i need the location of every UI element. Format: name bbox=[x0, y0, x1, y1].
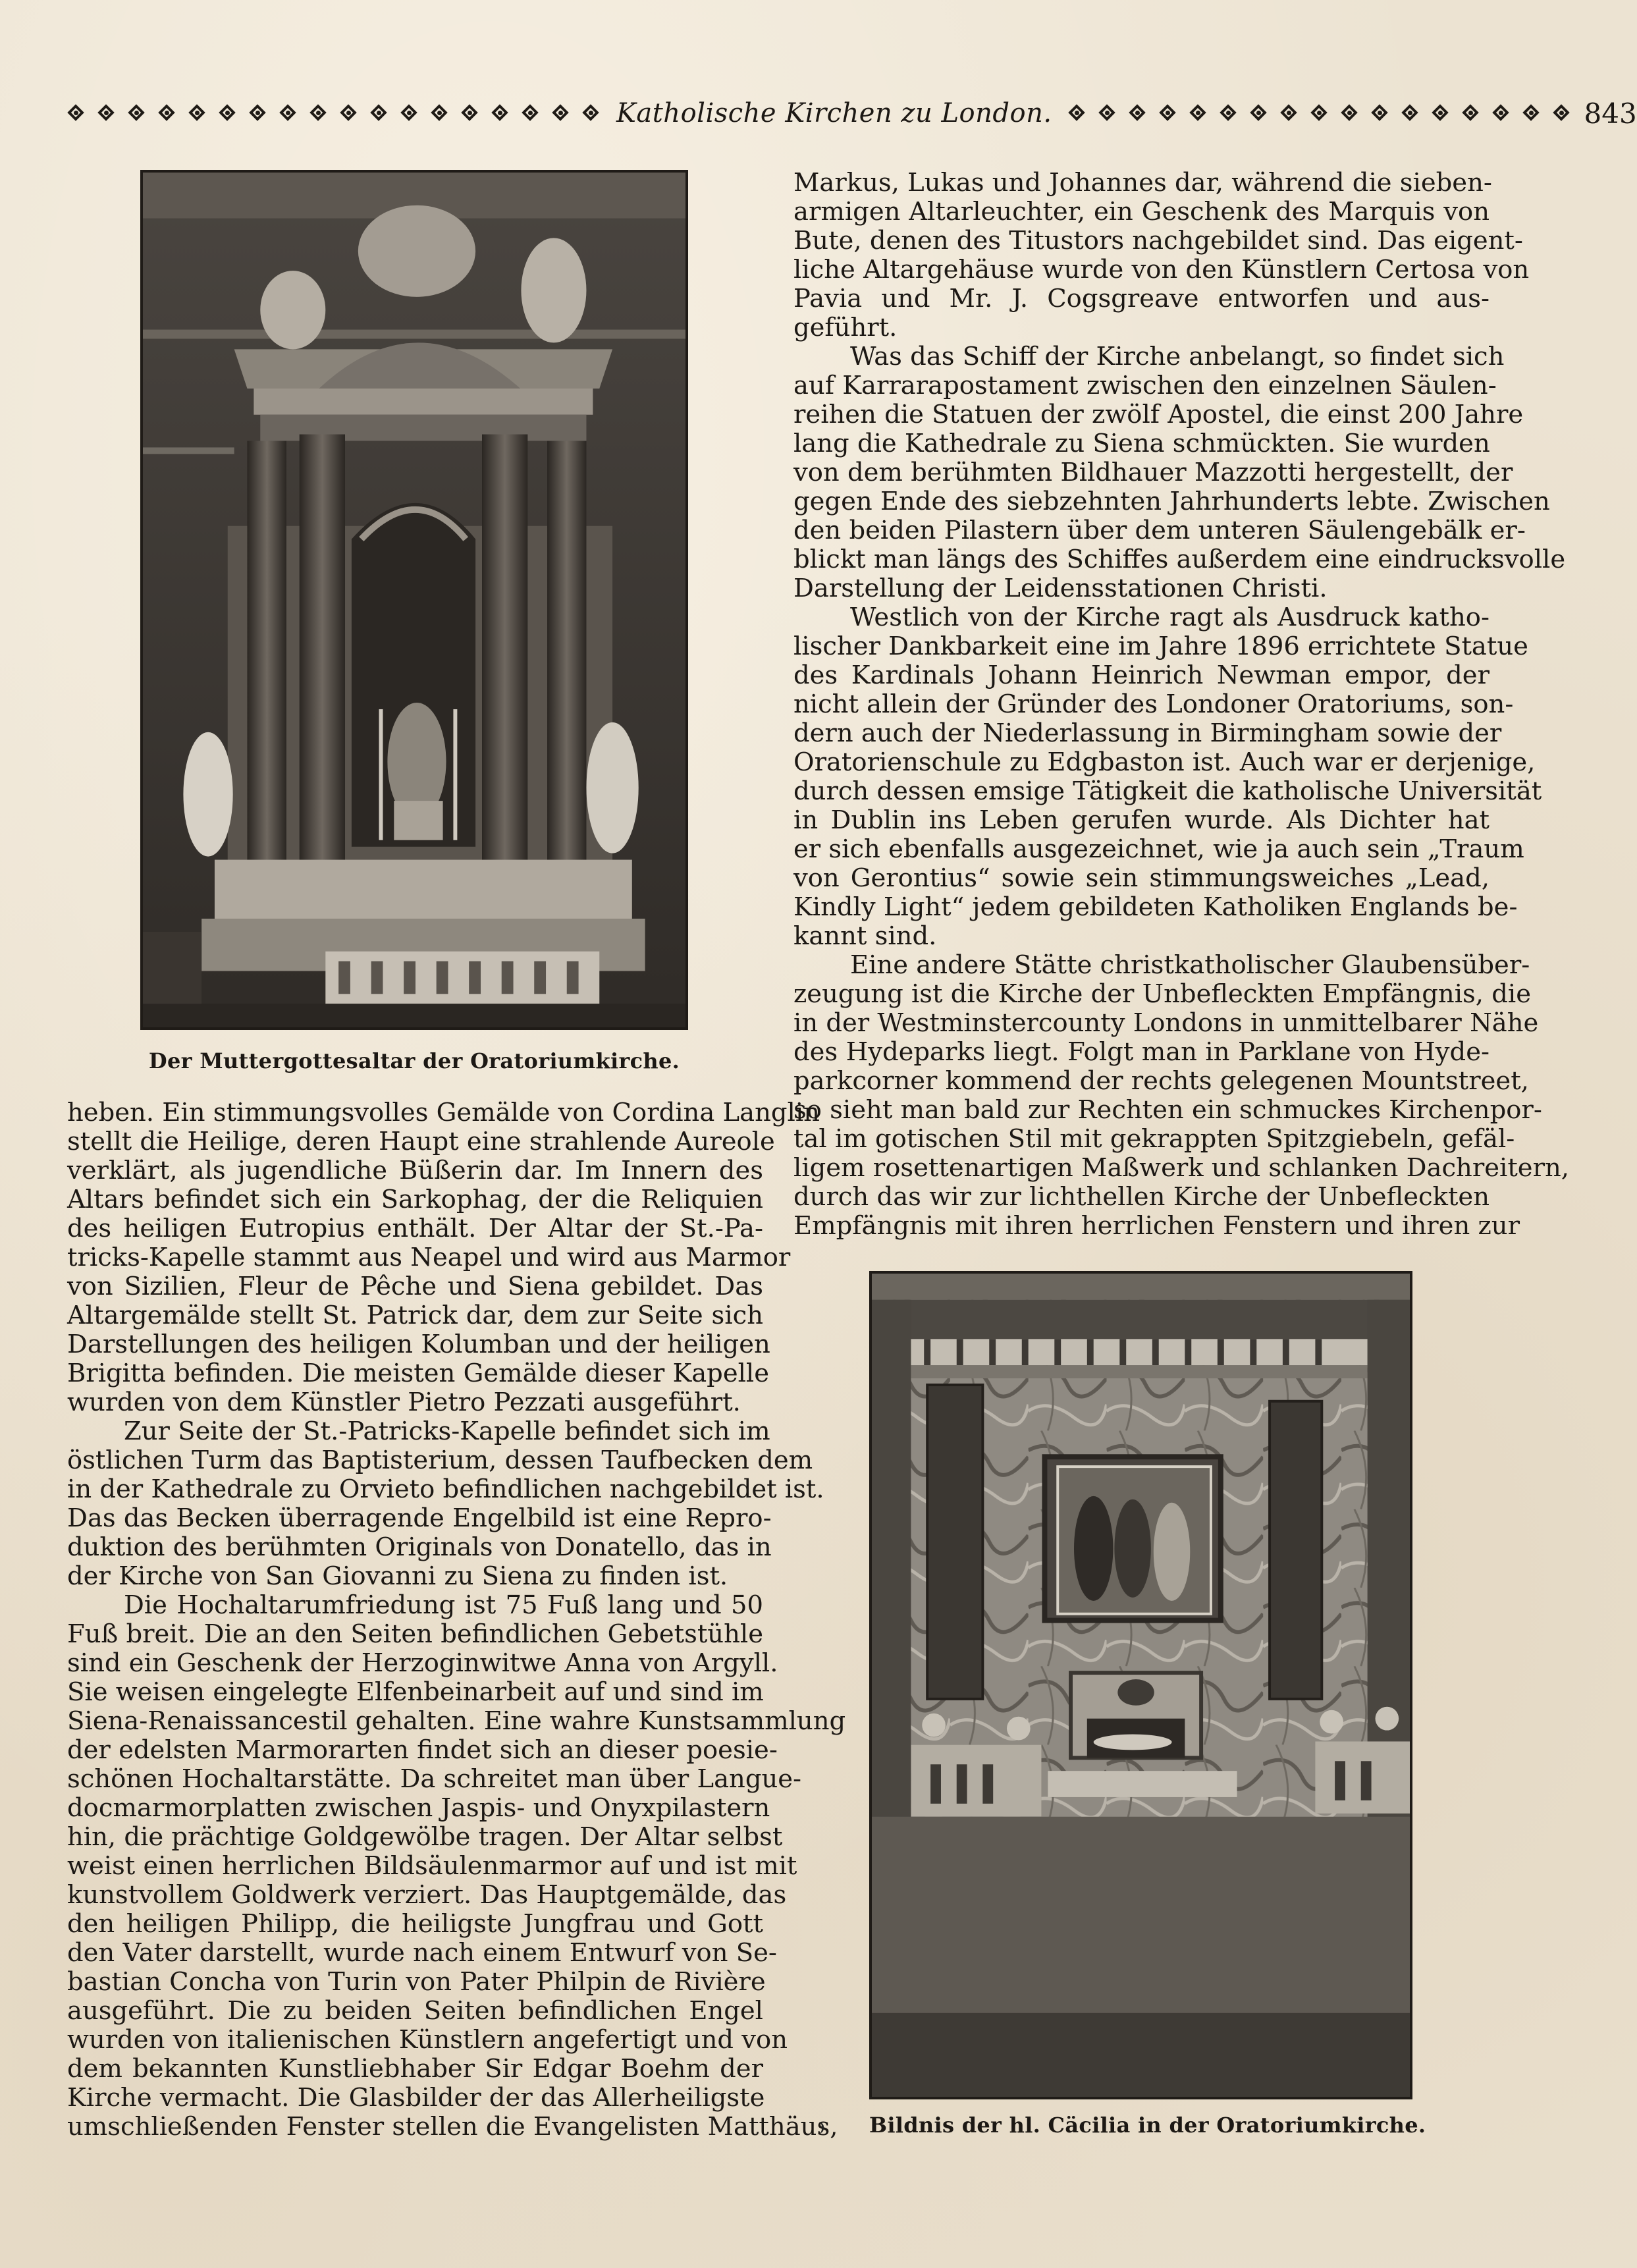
diamond-fleuron-icon bbox=[1064, 105, 1090, 122]
diamond-fleuron-icon bbox=[1428, 105, 1454, 122]
text-line: in Dublin ins Leben gerufen wurde. Als Dichter hat bbox=[793, 805, 1489, 835]
text-line: Westlich von der Kirche ragt als Ausdruck katho- bbox=[850, 603, 1489, 632]
diamond-fleuron-icon bbox=[1337, 105, 1363, 122]
diamond-fleuron-icon bbox=[457, 105, 483, 122]
diamond-fleuron-icon bbox=[1185, 105, 1212, 122]
diamond-fleuron-icon bbox=[275, 105, 302, 122]
text-line: in der Westminstercounty Londons in unmittelbarer Nähe bbox=[793, 1008, 1539, 1038]
ornament-right bbox=[1064, 105, 1575, 122]
diamond-fleuron-icon bbox=[1488, 105, 1515, 122]
text-line: reihen die Statuen der zwölf Apostel, die einst 200 Jahre bbox=[793, 400, 1524, 429]
diamond-fleuron-icon bbox=[1306, 105, 1333, 122]
diamond-fleuron-icon bbox=[306, 105, 332, 122]
text-line: durch das wir zur lichthellen Kirche der Unbefleckten bbox=[793, 1182, 1489, 1212]
diamond-fleuron-icon bbox=[1397, 105, 1424, 122]
diamond-fleuron-icon bbox=[1125, 105, 1151, 122]
text-line: Was das Schiff der Kirche anbelangt, so findet sich bbox=[850, 342, 1505, 371]
diamond-fleuron-icon bbox=[215, 105, 241, 122]
diamond-fleuron-icon bbox=[336, 105, 362, 122]
text-line: schönen Hochaltarstätte. Da schreitet man über Langue- bbox=[67, 1764, 802, 1794]
text-line: östlichen Turm das Baptisterium, dessen Taufbecken dem bbox=[67, 1445, 813, 1475]
text-line: des heiligen Eutropius enthält. Der Altar der St.-Pa- bbox=[67, 1214, 763, 1243]
text-line: tricks-Kapelle stammt aus Neapel und wird aus Marmor bbox=[67, 1243, 791, 1272]
page-number: 843 bbox=[1584, 97, 1637, 130]
text-line: parkcorner kommend der rechts gelegenen Mountstreet, bbox=[793, 1066, 1529, 1096]
diamond-fleuron-icon bbox=[154, 105, 180, 122]
diamond-fleuron-icon bbox=[396, 105, 423, 122]
text-line: Kirche vermacht. Die Glasbilder der das Allerheiligste bbox=[67, 2083, 765, 2113]
text-line: bastian Concha von Turin von Pater Philpin de Rivière bbox=[67, 1967, 766, 1997]
text-line: von Sizilien, Fleur de Pêche und Siena gebildet. Das bbox=[67, 1272, 763, 1301]
text-line: weist einen herrlichen Bildsäulenmarmor auf und ist mit bbox=[67, 1851, 797, 1881]
text-line: der edelsten Marmorarten findet sich an dieser poesie- bbox=[67, 1735, 778, 1765]
text-line: Markus, Lukas und Johannes dar, während die sieben- bbox=[793, 168, 1492, 198]
diamond-fleuron-icon bbox=[518, 105, 544, 122]
diamond-fleuron-icon bbox=[427, 105, 453, 122]
text-column-right bbox=[793, 168, 1570, 1241]
text-line: dern auch der Niederlassung in Birmingham sowie der bbox=[793, 718, 1502, 748]
text-line: Pavia und Mr. J. Cogsgreave entworfen und aus- bbox=[793, 284, 1489, 313]
text-line: Darstellungen des heiligen Kolumban und der heiligen bbox=[67, 1330, 770, 1359]
running-header bbox=[63, 96, 1637, 130]
text-line: kunstvollem Goldwerk verziert. Das Hauptgemälde, das bbox=[67, 1880, 787, 1910]
text-line: lischer Dankbarkeit eine im Jahre 1896 errichtete Statue bbox=[793, 632, 1528, 661]
text-line: nicht allein der Gründer des Londoner Oratoriums, son- bbox=[793, 689, 1514, 719]
text-line: stellt die Heilige, deren Haupt eine strahlende Aureole bbox=[67, 1127, 775, 1156]
text-line: armigen Altarleuchter, ein Geschenk des Marquis von bbox=[793, 197, 1489, 227]
figure-caption-altar: Der Muttergottesaltar der Oratoriumkirche. bbox=[148, 1048, 680, 1073]
diamond-fleuron-icon bbox=[1549, 105, 1575, 122]
diamond-fleuron-icon bbox=[184, 105, 211, 122]
text-column-left bbox=[67, 1098, 846, 2142]
text-line: blickt man längs des Schiffes außerdem eine eindrucksvolle bbox=[793, 545, 1566, 574]
text-line: gegen Ende des siebzehnten Jahrhunderts lebte. Zwischen bbox=[793, 487, 1550, 516]
text-line: Fuß breit. Die an den Seiten befindlichen Gebetstühle bbox=[67, 1619, 763, 1649]
text-line: zeugung ist die Kirche der Unbefleckten Empfängnis, die bbox=[793, 979, 1531, 1009]
text-line: Das das Becken überragende Engelbild ist eine Repro- bbox=[67, 1503, 772, 1533]
text-line: des Hydeparks liegt. Folgt man in Parklane von Hyde- bbox=[793, 1037, 1489, 1067]
text-line: Brigitta befinden. Die meisten Gemälde dieser Kapelle bbox=[67, 1359, 770, 1388]
diamond-fleuron-icon bbox=[366, 105, 392, 122]
text-line: Oratorienschule zu Edgbaston ist. Auch war er derjenige, bbox=[793, 747, 1536, 777]
diamond-fleuron-icon bbox=[1458, 105, 1484, 122]
text-line: Altars befindet sich ein Sarkophag, der die Reliquien bbox=[67, 1185, 763, 1214]
diamond-fleuron-icon bbox=[487, 105, 514, 122]
diamond-fleuron-icon bbox=[124, 105, 150, 122]
text-line: lang die Kathedrale zu Siena schmückten. Sie wurden bbox=[793, 429, 1490, 458]
text-line: Altargemälde stellt St. Patrick dar, dem zur Seite sich bbox=[67, 1301, 763, 1330]
diamond-fleuron-icon bbox=[1518, 105, 1545, 122]
altar-illustration bbox=[143, 173, 685, 1027]
text-line: den beiden Pilastern über dem unteren Säulengebälk er- bbox=[793, 516, 1526, 545]
diamond-fleuron-icon bbox=[245, 105, 271, 122]
text-line: ligem rosettenartigen Maßwerk und schlanken Dachreitern, bbox=[793, 1153, 1570, 1183]
text-line: docmarmorplatten zwischen Jaspis- und Onyxpilastern bbox=[67, 1793, 770, 1823]
figure-caption-chapel: Bildnis der hl. Cäcilia in der Oratoriumkirche. bbox=[869, 2113, 1426, 2138]
text-line: liche Altargehäuse wurde von den Künstlern Certosa von bbox=[793, 255, 1530, 284]
text-line: verklärt, als jugendliche Büßerin dar. Im Innern des bbox=[67, 1156, 763, 1185]
text-line: umschließenden Fenster stellen die Evangelisten Matthäus, bbox=[67, 2112, 838, 2142]
text-line: auf Karrarapostament zwischen den einzelnen Säulen- bbox=[793, 371, 1497, 400]
text-line: Die Hochaltarumfriedung ist 75 Fuß lang und 50 bbox=[124, 1590, 763, 1620]
text-line: durch dessen emsige Tätigkeit die katholische Universität bbox=[793, 776, 1542, 806]
text-line: den Vater darstellt, wurde nach einem Entwurf von Se- bbox=[67, 1938, 777, 1968]
diamond-fleuron-icon bbox=[548, 105, 574, 122]
text-line: kannt sind. bbox=[793, 921, 937, 951]
text-line: den heiligen Philipp, die heiligste Jungfrau und Gott bbox=[67, 1909, 763, 1939]
text-line: sind ein Geschenk der Herzoginwitwe Anna von Argyll. bbox=[67, 1648, 778, 1678]
ornament-left bbox=[63, 105, 604, 122]
text-line: geführt. bbox=[793, 313, 898, 342]
text-line: ausgeführt. Die zu beiden Seiten befindlichen Engel bbox=[67, 1996, 763, 2026]
text-line: Eine andere Stätte christkatholischer Glaubensüber- bbox=[850, 950, 1530, 980]
diamond-fleuron-icon bbox=[1094, 105, 1121, 122]
text-line: Empfängnis mit ihren herrlichen Fenstern und ihren zur bbox=[793, 1211, 1520, 1241]
text-line: des Kardinals Johann Heinrich Newman empor, der bbox=[793, 661, 1489, 690]
text-line: der Kirche von San Giovanni zu Siena zu finden ist. bbox=[67, 1561, 728, 1591]
running-title: Katholische Kirchen zu London. bbox=[616, 98, 1052, 128]
text-line: wurden von italienischen Künstlern angefertigt und von bbox=[67, 2025, 788, 2055]
text-line: Zur Seite der St.-Patricks-Kapelle befindet sich im bbox=[124, 1417, 770, 1446]
text-line: in der Kathedrale zu Orvieto befindlichen nachgebildet ist. bbox=[67, 1474, 824, 1504]
diamond-fleuron-icon bbox=[1216, 105, 1242, 122]
text-line: Kindly Light“ jedem gebildeten Katholiken Englands be- bbox=[793, 892, 1518, 922]
text-line: Sie weisen eingelegte Elfenbeinarbeit auf und sind im bbox=[67, 1677, 764, 1707]
text-line: duktion des berühmten Originals von Donatello, das in bbox=[67, 1532, 772, 1562]
text-line: so sieht man bald zur Rechten ein schmuckes Kirchenpor- bbox=[793, 1095, 1542, 1125]
text-line: dem bekannten Kunstliebhaber Sir Edgar Boehm der bbox=[67, 2054, 763, 2084]
diamond-fleuron-icon bbox=[1276, 105, 1302, 122]
altar-photo bbox=[140, 170, 688, 1030]
text-line: Bute, denen des Titustors nachgebildet sind. Das eigent- bbox=[793, 226, 1523, 256]
text-line: tal im gotischen Stil mit gekrappten Spitzgiebeln, gefäl- bbox=[793, 1124, 1515, 1154]
diamond-fleuron-icon bbox=[1246, 105, 1272, 122]
text-line: Siena-Renaissancestil gehalten. Eine wahre Kunstsammlung bbox=[67, 1706, 846, 1736]
diamond-fleuron-icon bbox=[94, 105, 120, 122]
diamond-fleuron-icon bbox=[578, 105, 604, 122]
text-line: er sich ebenfalls ausgezeichnet, wie ja auch sein „Traum bbox=[793, 834, 1524, 864]
text-line: heben. Ein stimmungsvolles Gemälde von Cordina Langlin bbox=[67, 1098, 820, 1127]
diamond-fleuron-icon bbox=[1155, 105, 1181, 122]
text-line: von Gerontius“ sowie sein stimmungsweiches „Lead, bbox=[793, 863, 1489, 893]
chapel-photo bbox=[869, 1271, 1412, 2099]
diamond-fleuron-icon bbox=[1367, 105, 1393, 122]
chapel-illustration bbox=[872, 1274, 1410, 2097]
text-line: hin, die prächtige Goldgewölbe tragen. Der Altar selbst bbox=[67, 1822, 783, 1852]
diamond-fleuron-icon bbox=[63, 105, 90, 122]
text-line: Darstellung der Leidensstationen Christi. bbox=[793, 574, 1328, 603]
text-line: von dem berühmten Bildhauer Mazzotti hergestellt, der bbox=[793, 458, 1513, 487]
text-line: wurden von dem Künstler Pietro Pezzati ausgeführt. bbox=[67, 1388, 741, 1417]
